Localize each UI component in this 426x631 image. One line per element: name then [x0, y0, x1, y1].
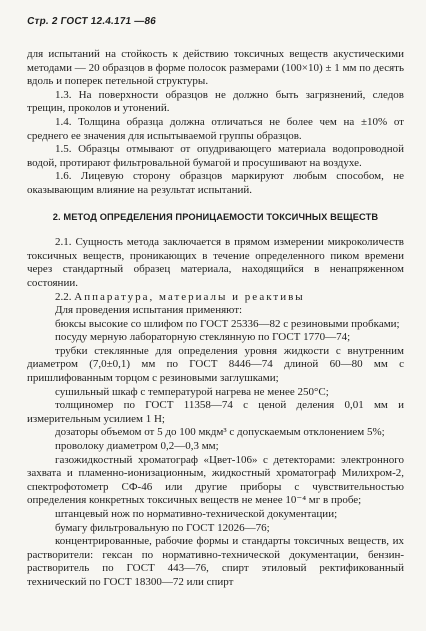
equipment-item: дозаторы объемом от 5 до 100 мкдм³ с допускаемым отклонением 5%;: [55, 426, 385, 439]
intro-paragraph: для испытаний на стойкость к действию токсичных веществ акустическими методами — 20 образцов в форме полосок размерами (100×10) ± 1 мм по десять вдоль и поперек петельной структуры.: [27, 48, 404, 88]
equipment-intro: Для проведения испытания применяют:: [55, 304, 243, 317]
equipment-item: трубки стеклянные для определения уровня жидкости с внутренним диаметром (7,0±0,1) мм по ГОСТ 8446—74 длиной 60—80 мм с пришлифованным торцом с резиновыми заглушками;: [27, 344, 404, 385]
equipment-item: толщиномер по ГОСТ 11358—74 с ценой деления 0,01 мм и измерительным усилием 1 Н;: [27, 399, 404, 425]
equipment-item: концентрированные, рабочие формы и стандарты токсичных веществ, их растворители: гексан по нормативно-технической документации, бензин-растворитель по ГОСТ 443—76, спирт этиловый ректификованный технический по ГОСТ 18300—72 или спирт: [27, 535, 404, 588]
page-header-label: Стр. 2 ГОСТ 12.4.171 —86: [26, 16, 157, 27]
paragraph-2-2: [27, 291, 404, 305]
page-header: [27, 16, 404, 28]
paragraph-2-2-number: 2.2.: [55, 290, 72, 303]
paragraph-1-5: 1.5. Образцы отмывают от опудривающего материала водопроводной водой, протирают фильтровальной бумагой и просушивают на воздухе.: [27, 143, 404, 169]
equipment-item: бумагу фильтровальную по ГОСТ 12026—76;: [55, 521, 270, 534]
paragraph-1-6: 1.6. Лицевую сторону образцов маркируют любым способом, не оказывающим влияние на результат испытаний.: [27, 170, 404, 196]
paragraph-2-2-heading: Аппаратура, материалы и реактивы: [74, 290, 305, 303]
paragraph-1-4: 1.4. Толщина образца должна отличаться не более чем на ±10% от среднего ее значения для испытываемой группы образцов.: [27, 115, 404, 142]
equipment-item: проволоку диаметром 0,2—0,3 мм;: [55, 440, 219, 453]
section-2-title: 2. МЕТОД ОПРЕДЕЛЕНИЯ ПРОНИЦАЕМОСТИ ТОКСИЧНЫХ ВЕЩЕСТВ: [52, 211, 379, 222]
equipment-item: сушильный шкаф с температурой нагрева не менее 250°С;: [55, 385, 329, 398]
equipment-item: посуду мерную лабораторную стеклянную по ГОСТ 1770—74;: [55, 331, 351, 344]
equipment-item: газожидкостный хроматограф «Цвет-106» с детекторами: электронного захвата и пламенно-ионизационным, жидкостный хроматограф Милихром-2, спектрофотометр СФ-46 или другие приборы с чувствительностью определения конкретных токсичных веществ не менее 10⁻⁴ мг в пробе;: [27, 453, 404, 507]
paragraph-2-1: 2.1. Сущность метода заключается в прямом измерении микроколичеств токсичных веществ, проникающих в течение определенного пиком времени через стандартный образец материала, находящийся в ненапряженном состоянии.: [27, 236, 404, 289]
document-body: [27, 48, 404, 590]
paragraph-1-3: 1.3. На поверхности образцов не должно быть загрязнений, следов трещин, проколов и утонений.: [27, 88, 404, 115]
equipment-item: штанцевый нож по нормативно-технической документации;: [55, 508, 338, 520]
equipment-item: бюксы высокие со шлифом по ГОСТ 25336—82 с резиновыми пробками;: [55, 317, 400, 330]
